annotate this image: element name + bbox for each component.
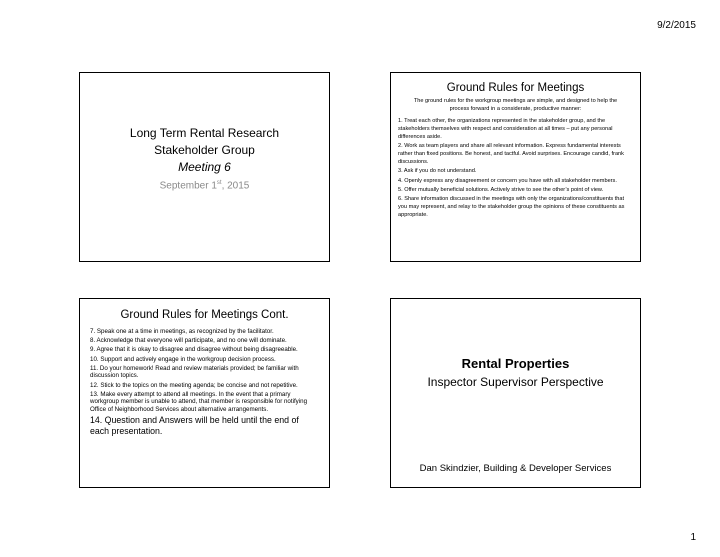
rule-item: 10. Support and actively engage in the workgroup decision process. (90, 355, 276, 363)
rule-item: 6. Share information discussed in the meetings with only the organizations/constituents that you may represent, and relay to the stakeholder group the opinions of these constituents as appropriate. (398, 196, 625, 218)
rule-item: 13. Make every attempt to attend all meetings. In the event that a primary workgroup member is unable to attend, that member is responsible for notifying Office of Neighborhood Services about alternative arrangements. (90, 390, 308, 413)
date-main: September 1 (159, 180, 217, 192)
slide-3-rules-list (90, 328, 319, 436)
slide-1-meeting-number: Meeting 6 (178, 160, 231, 174)
page-date: 9/2/2015 (657, 20, 696, 31)
slide-4-subtitle: Inspector Supervisor Perspective (427, 375, 604, 389)
rule-item: 11. Do your homework! Read and review materials provided; be familiar with discussion topics. (90, 364, 299, 380)
rule-item: 5. Offer mutually beneficial solutions. Actively strive to see the other’s point of view. (398, 186, 604, 193)
slide-1-title-block (80, 125, 329, 191)
rule-item: 12. Stick to the topics on the meeting agenda; be concise and not repetitive. (90, 381, 298, 389)
slide-3 (79, 298, 330, 488)
slide-2-rules-list (398, 118, 633, 220)
slide-4-title: Rental Properties (461, 356, 570, 371)
slide-3-title: Ground Rules for Meetings Cont. (120, 309, 289, 321)
rule-item: 9. Agree that it is okay to disagree and disagree without being disagreeable. (90, 346, 298, 354)
slide-2-intro: The ground rules for the workgroup meetings are simple, and designed to help the process forward in a considerate, productive manner: (413, 98, 618, 112)
slide-4 (390, 298, 641, 488)
rule-item: 7. Speak one at a time in meetings, as recognized by the facilitator. (90, 328, 274, 335)
date-year: , 2015 (221, 180, 250, 192)
slide-1-title-line-1: Long Term Rental Research (129, 126, 280, 140)
slide-4-presenter: Dan Skindzier, Building & Developer Services (419, 463, 612, 474)
slide-1 (79, 72, 330, 262)
slide-1-title-line-2: Stakeholder Group (154, 143, 255, 157)
rule-item: 3. Ask if you do not understand. (398, 168, 477, 175)
page-number: 1 (690, 532, 696, 543)
rule-item: 1. Treat each other, the organizations represented in the stakeholder group, and the stakeholders themselves with respect and consideration at all times – put any personal differences aside. (398, 118, 613, 140)
rule-item: 4. Openly express any disagreement or concern you have with all stakeholder members. (398, 177, 617, 184)
rule-item: 8. Acknowledge that everyone will participate, and no one will dominate. (90, 337, 287, 345)
slide-2 (390, 72, 641, 262)
rule-item-final: 14. Question and Answers will be held until the end of each presentation. (90, 415, 299, 436)
slide-2-title: Ground Rules for Meetings (446, 82, 585, 94)
rule-item: 2. Work as team players and share all relevant information. Express fundamental interests rather than fixed positions. Be honest, and tactful. Avoid surprises. Encourage candid, frank discussions. (398, 143, 624, 165)
slide-1-date (80, 180, 329, 191)
date-suffix: st (216, 180, 222, 186)
